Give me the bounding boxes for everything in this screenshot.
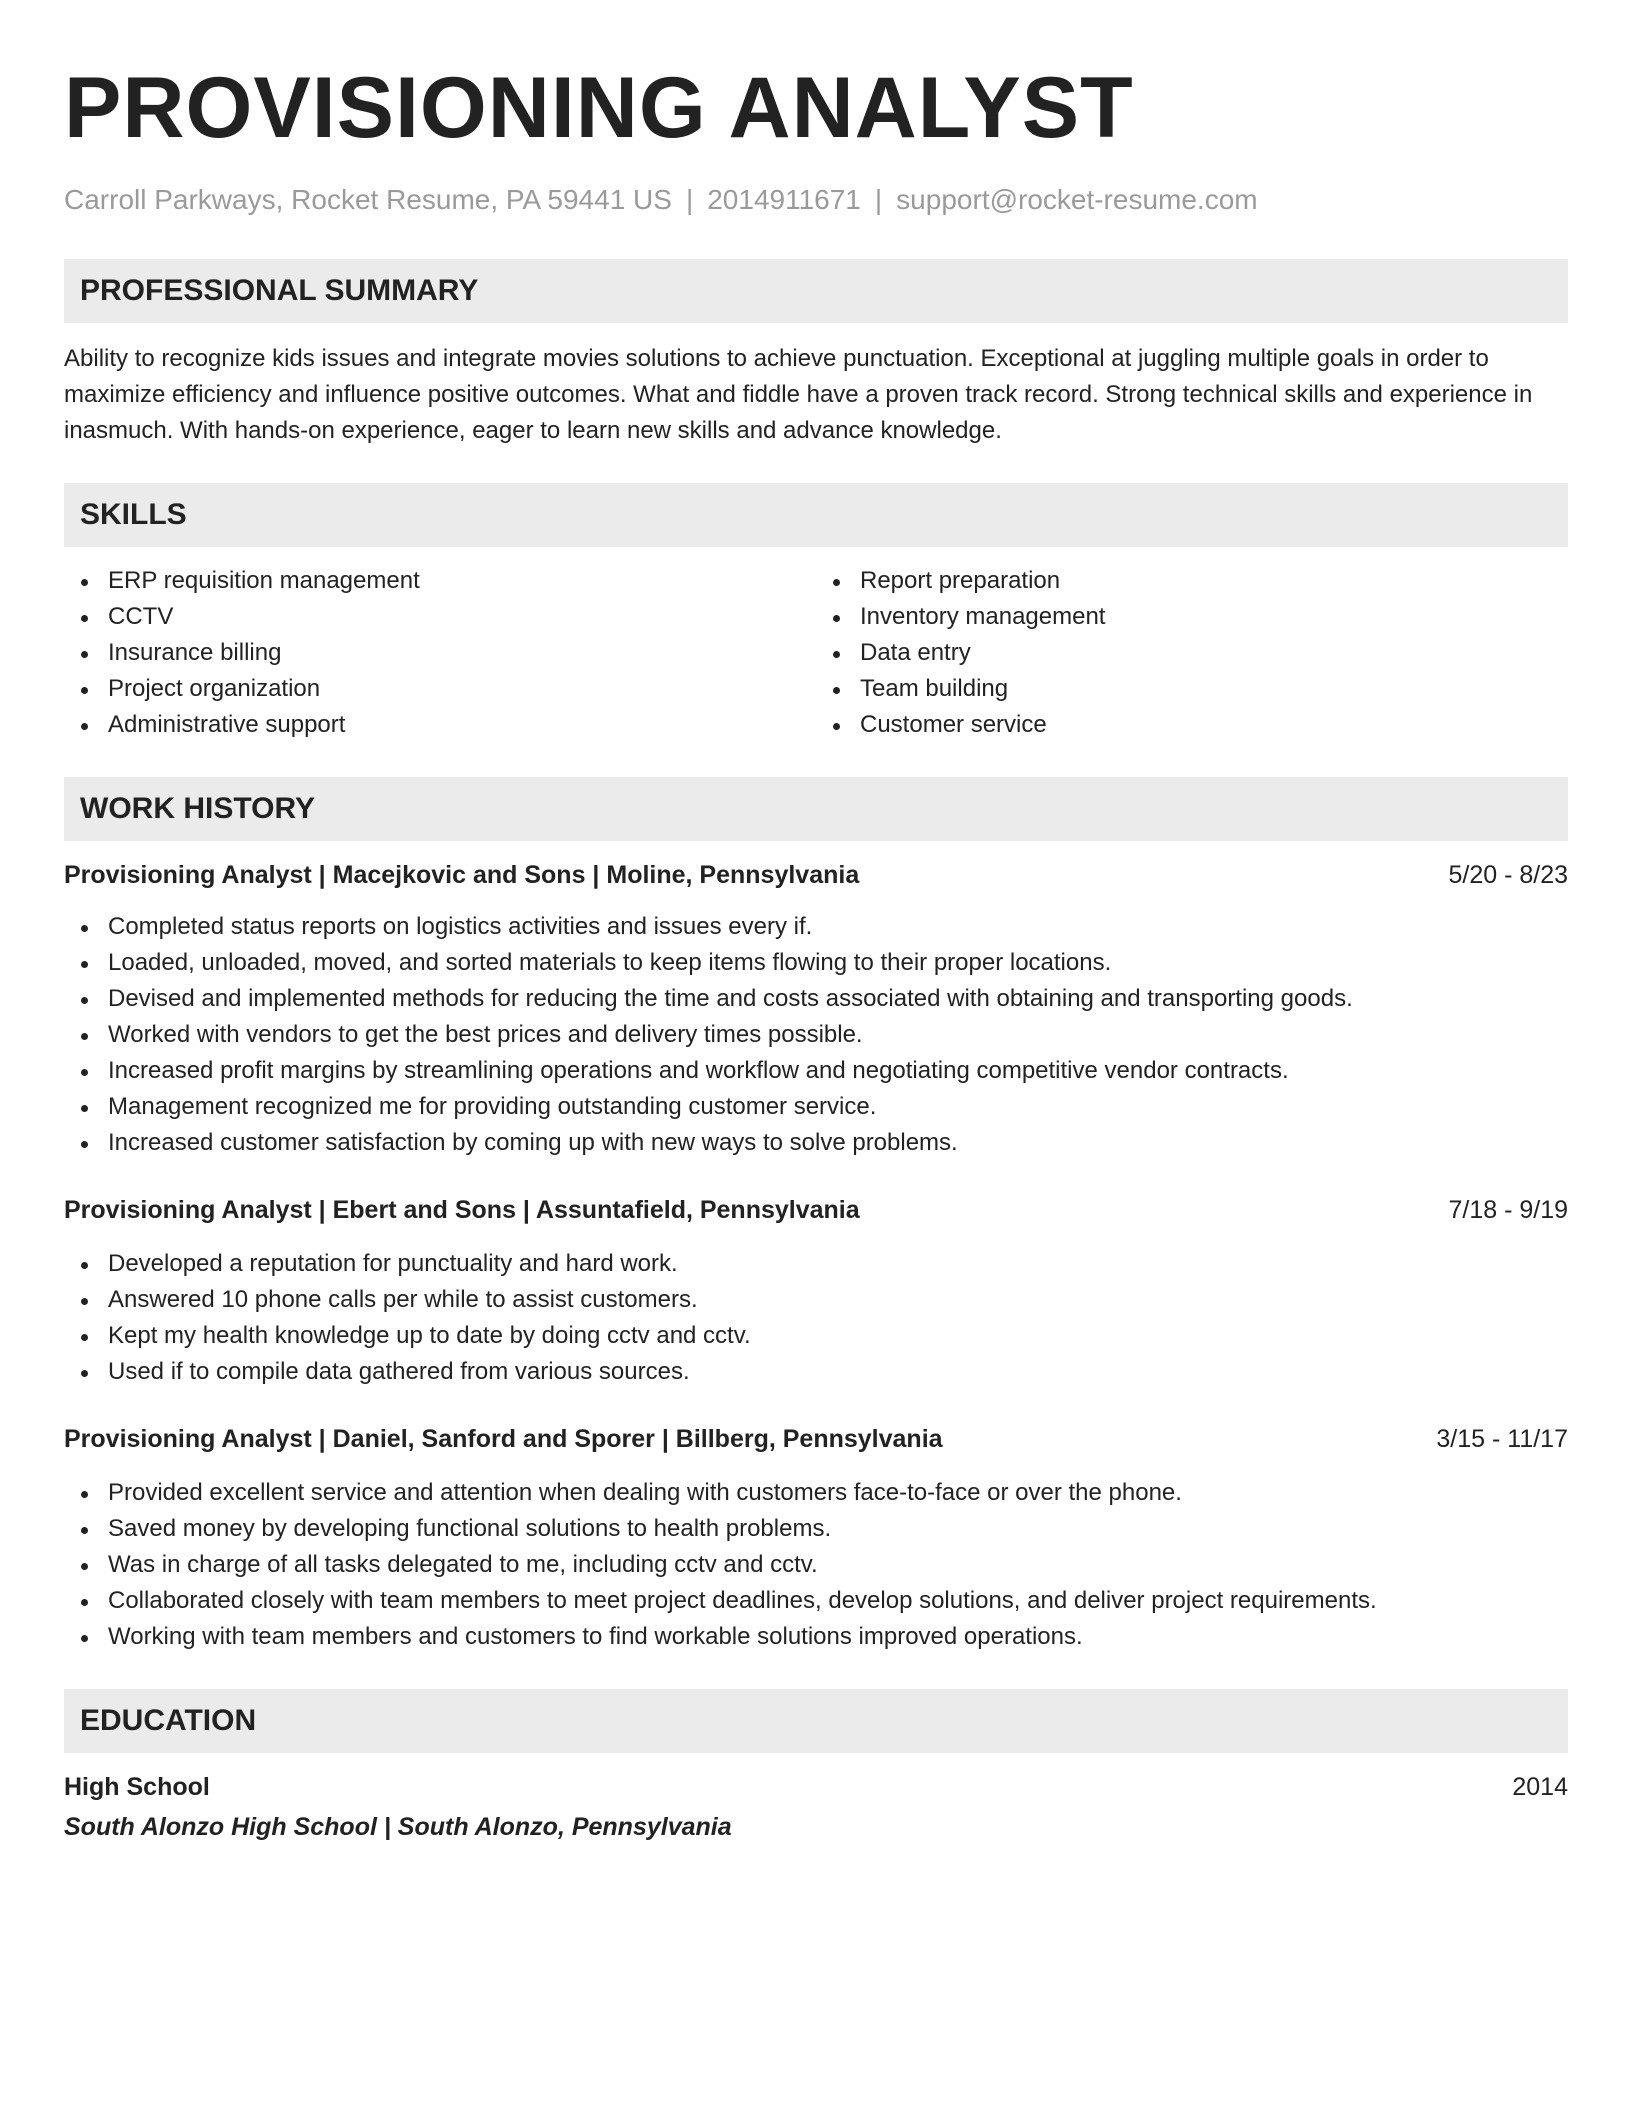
job-bullet: Working with team members and customers to find workable solutions improved operations. [64, 1619, 1568, 1655]
section-header-summary: PROFESSIONAL SUMMARY [64, 259, 1568, 323]
job-bullet: Completed status reports on logistics activities and issues every if. [64, 909, 1568, 945]
skill-item: Report preparation [816, 563, 1568, 599]
skill-item: CCTV [64, 599, 816, 635]
education-degree: High School [64, 1773, 210, 1801]
job-dates: 3/15 - 11/17 [1436, 1425, 1568, 1453]
skill-item: Customer service [816, 707, 1568, 743]
job-bullet: Increased profit margins by streamlining operations and workflow and negotiating competitive vendor contracts. [64, 1053, 1568, 1089]
job-dates: 7/18 - 9/19 [1448, 1196, 1568, 1224]
job-bullet: Provided excellent service and attention when dealing with customers face-to-face or over the phone. [64, 1475, 1568, 1511]
education-school: South Alonzo High School | South Alonzo, Pennsylvania [64, 1813, 732, 1841]
contact-separator: | [685, 184, 694, 215]
job-title: Provisioning Analyst | Daniel, Sanford and Sporer | Billberg, Pennsylvania [64, 1425, 943, 1453]
skill-item: Inventory management [816, 599, 1568, 635]
skills-column-left [64, 563, 816, 743]
skills-grid [64, 563, 1568, 743]
job-bullets [64, 909, 1568, 1161]
job-entry [64, 857, 1568, 1161]
section-header-education: EDUCATION [64, 1689, 1568, 1753]
job-header [64, 857, 1568, 893]
job-bullet: Saved money by developing functional solutions to health problems. [64, 1511, 1568, 1547]
contact-address: Carroll Parkways, Rocket Resume, PA 59441 US [64, 184, 672, 215]
skill-item: Administrative support [64, 707, 816, 743]
contact-phone: 2014911671 [707, 184, 861, 215]
section-header-skills: SKILLS [64, 483, 1568, 547]
job-header [64, 1192, 1568, 1228]
contact-line [64, 182, 1568, 218]
job-bullet: Devised and implemented methods for reducing the time and costs associated with obtaining and transporting goods. [64, 981, 1568, 1017]
job-bullet: Management recognized me for providing outstanding customer service. [64, 1089, 1568, 1125]
job-bullets [64, 1475, 1568, 1655]
job-bullet: Used if to compile data gathered from various sources. [64, 1354, 1568, 1390]
skill-item: ERP requisition management [64, 563, 816, 599]
job-dates: 5/20 - 8/23 [1448, 861, 1568, 889]
skill-item: Team building [816, 671, 1568, 707]
skill-item: Project organization [64, 671, 816, 707]
section-header-work: WORK HISTORY [64, 777, 1568, 841]
job-entry [64, 1421, 1568, 1655]
skill-item: Insurance billing [64, 635, 816, 671]
job-entry [64, 1192, 1568, 1390]
job-bullet: Increased customer satisfaction by coming up with new ways to solve problems. [64, 1125, 1568, 1161]
job-header [64, 1421, 1568, 1457]
contact-email: support@rocket-resume.com [896, 184, 1258, 215]
job-bullet: Collaborated closely with team members to meet project deadlines, develop solutions, and deliver project requirements. [64, 1583, 1568, 1619]
education-year: 2014 [1512, 1773, 1568, 1801]
education-header [64, 1769, 1568, 1805]
job-bullet: Kept my health knowledge up to date by doing cctv and cctv. [64, 1318, 1568, 1354]
job-bullet: Developed a reputation for punctuality and hard work. [64, 1246, 1568, 1282]
job-title: Provisioning Analyst | Ebert and Sons | Assuntafield, Pennsylvania [64, 1196, 860, 1224]
skill-item: Data entry [816, 635, 1568, 671]
job-bullet: Was in charge of all tasks delegated to me, including cctv and cctv. [64, 1547, 1568, 1583]
job-bullet: Answered 10 phone calls per while to assist customers. [64, 1282, 1568, 1318]
skills-column-right [816, 563, 1568, 743]
contact-separator: | [874, 184, 883, 215]
job-bullet: Worked with vendors to get the best prices and delivery times possible. [64, 1017, 1568, 1053]
job-title: Provisioning Analyst | Macejkovic and Sons | Moline, Pennsylvania [64, 861, 860, 889]
candidate-name: PROVISIONING ANALYST [64, 60, 1134, 156]
summary-text: Ability to recognize kids issues and integrate movies solutions to achieve punctuation. Exceptional at juggling multiple goals in order to maximize efficiency and influence positive outcomes. What and fiddle have a proven track record. Strong technical skills and experience in inasmuch. With hands-on experience, eager to learn new skills and advance knowledge. [64, 345, 1533, 444]
job-bullets [64, 1246, 1568, 1390]
job-bullet: Loaded, unloaded, moved, and sorted materials to keep items flowing to their proper locations. [64, 945, 1568, 981]
